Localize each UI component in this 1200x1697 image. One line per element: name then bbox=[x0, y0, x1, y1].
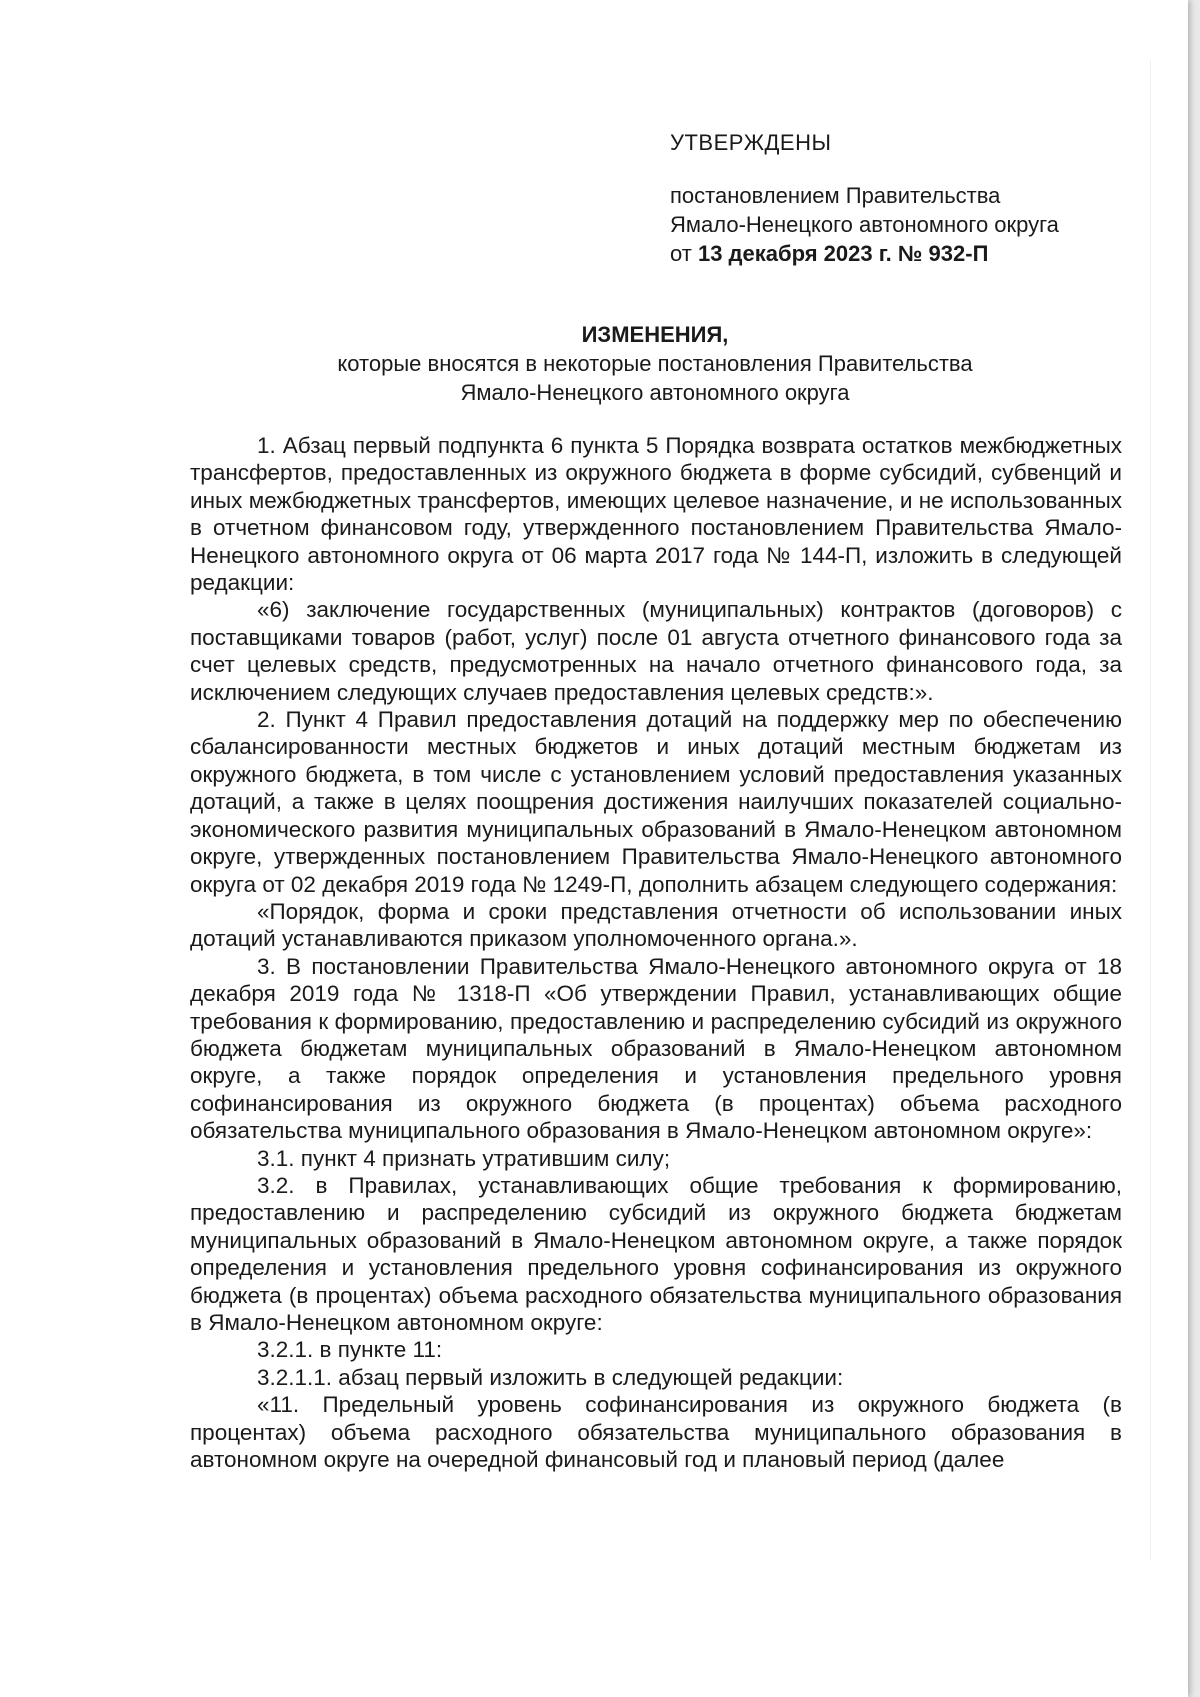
scan-edge-line bbox=[1150, 60, 1151, 1560]
paragraph-3-2-1-1: 3.2.1.1. абзац первый изложить в следующей редакции: bbox=[257, 1364, 844, 1390]
paragraph-1-quote: «6) заключение государственных (муниципальных) контрактов (договоров) с поставщиками товаров (работ, услуг) после 01 августа отчетного финансового года за счет целевых средств, предусмотренных на начало отчетного финансового года, за исключением следующих случаев предоставления целевых средств:». bbox=[190, 597, 1122, 705]
paragraph-3-1: 3.1. пункт 4 признать утратившим силу; bbox=[257, 1145, 671, 1171]
approval-stamp-block bbox=[670, 128, 1140, 268]
approval-line-2: Ямало-Ненецкого автономного округа bbox=[670, 212, 1059, 237]
paragraph-2-quote: «Порядок, форма и сроки представления отчетности об использовании иных дотаций устанавливаются приказом уполномоченного органа.». bbox=[190, 898, 1122, 952]
approval-heading: УТВЕРЖДЕНЫ bbox=[670, 130, 832, 155]
approval-line-1: постановлением Правительства bbox=[670, 183, 1001, 208]
document-subtitle-line-1: которые вносятся в некоторые постановления Правительства bbox=[337, 351, 973, 376]
paragraph-2: 2. Пункт 4 Правил предоставления дотаций на поддержку мер по обеспечению сбалансированности местных бюджетов и иных дотаций местным бюджетам из окружного бюджета, в том числе с установлением условий предоставления указанных дотаций, а также в целях поощрения достижения наилучших показателей социально-экономического развития муниципальных образований в Ямало-Ненецком автономном округе, утвержденных постановлением Правительства Ямало-Ненецкого автономного округа от 02 декабря 2019 года № 1249-П, дополнить абзацем следующего содержания: bbox=[190, 707, 1122, 897]
approval-date-prefix: от bbox=[670, 241, 692, 266]
document-title: ИЗМЕНЕНИЯ, bbox=[581, 322, 729, 347]
paragraph-11-quote: «11. Предельный уровень софинансирования из окружного бюджета (в процентах) объема расходного обязательства муниципального образования в автономном округе на очередной финансовый год и плановый период (далее bbox=[190, 1392, 1122, 1473]
paragraph-3-2-1: 3.2.1. в пункте 11: bbox=[257, 1337, 443, 1363]
paragraph-3: 3. В постановлении Правительства Ямало-Ненецкого автономного округа от 18 декабря 2019 года № 1318-П «Об утверждении Правил, устанавливающих общие требования к формированию, предоставлению и распределению субсидий из окружного бюджета бюджетам муниципальных образований в Ямало-Ненецком автономном округе, а также порядок определения и установления предельного уровня софинансирования из окружного бюджета (в процентах) объема расходного обязательства муниципального образования в Ямало-Ненецком автономном округе»: bbox=[190, 953, 1122, 1144]
approval-date-line bbox=[670, 239, 1140, 268]
document-subtitle-line-2: Ямало-Ненецкого автономного округа bbox=[460, 380, 850, 405]
paragraph-1: 1. Абзац первый подпункта 6 пункта 5 Порядка возврата остатков межбюджетных трансфертов, предоставленных из окружного бюджета в форме субсидий, субвенций и иных межбюджетных трансфертов, имеющих целевое назначение, и не использованных в отчетном финансовом году, утвержденного постановлением Правительства Ямало-Ненецкого автономного округа от 06 марта 2017 года № 144-П, изложить в следующей редакции: bbox=[190, 433, 1122, 596]
document-body bbox=[190, 432, 1122, 1473]
paragraph-3-2: 3.2. в Правилах, устанавливающих общие требования к формированию, предоставлению и распределению субсидий из окружного бюджета бюджетам муниципальных образований в Ямало-Ненецком автономном округе, а также порядок определения и установления предельного уровня софинансирования из окружного бюджета (в процентах) объема расходного обязательства муниципального образования в Ямало-Ненецком автономном округе: bbox=[190, 1172, 1122, 1335]
approval-date-value: 13 декабря 2023 г. № 932-П bbox=[697, 241, 989, 266]
document-title-block bbox=[190, 320, 1120, 407]
